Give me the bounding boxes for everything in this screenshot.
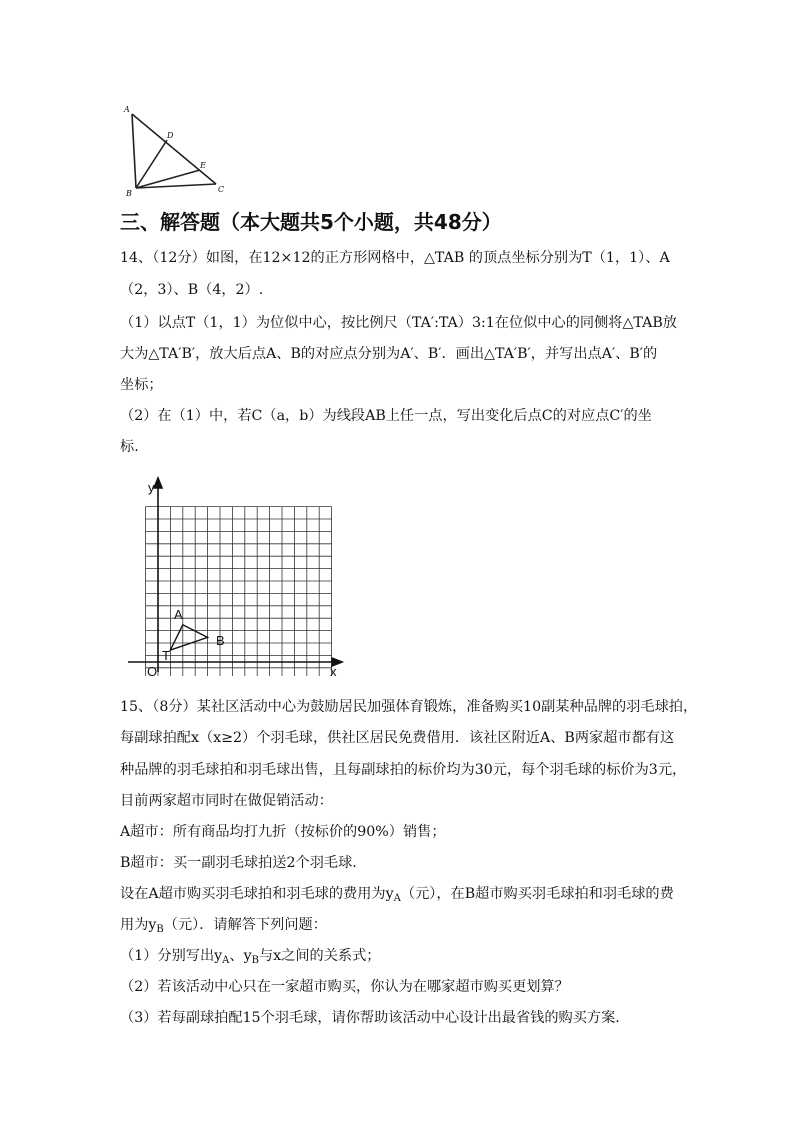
q14-line-6: （2）在（1）中，若C（a，b）为线段AB上任一点，写出变化后点C的对应点C′的坐 — [120, 408, 652, 424]
q15-line-7-a: 设在A超市购买羽毛球拍和羽毛球的费用为y — [120, 886, 394, 902]
q15-line-8-a: 用为y — [120, 917, 157, 933]
q14-line-2: （2，3）、B（4，2）. — [120, 282, 264, 298]
q15-line-9-a: （1）分别写出y — [120, 948, 223, 964]
q15-line-5: A超市：所有商品均打九折（按标价的90%）销售； — [120, 824, 446, 840]
origin-label: O — [147, 664, 158, 676]
q14-line-5: 坐标； — [120, 377, 163, 393]
q15-line-8-b: （元）．请解答下列问题： — [163, 917, 327, 933]
q15-line-8 — [120, 915, 327, 940]
q15-line-7 — [120, 884, 674, 909]
label-d: D — [167, 131, 174, 140]
q15-line-9-mid: 、y — [229, 948, 252, 964]
q15-line-3: 种品牌的羽毛球拍和羽毛球出售，且每副球拍的标价均为30元，每个羽毛球的标价为3元， — [120, 762, 687, 778]
q15-line-10: （2）若该活动中心只在一家超市购买，你认为在哪家超市购买更划算？ — [120, 979, 569, 995]
q15-line-1: 15、（8分）某社区活动中心为鼓励居民加强体育锻炼，准备购买10副某种品牌的羽毛球拍， — [120, 699, 698, 715]
label-c: C — [218, 185, 225, 194]
q14-line-3: （1）以点T（1，1）为位似中心，按比例尺（TA′:TA）3:1在位似中心的同侧将△TAB放 — [120, 315, 677, 331]
point-t-label: T — [162, 648, 170, 663]
x-axis-label: x — [330, 664, 337, 676]
q15-line-6: B超市：买一副羽毛球拍送2个羽毛球. — [120, 855, 357, 871]
q15-line-9-b: 与x之间的关系式； — [258, 948, 381, 964]
q15-line-7-b: （元），在B超市购买羽毛球拍和羽毛球的费 — [400, 886, 674, 902]
label-b: B — [126, 189, 132, 198]
grid-lines — [146, 507, 332, 676]
label-e: E — [200, 161, 206, 170]
q15-line-9-sub2: B — [251, 955, 259, 966]
q14-line-4: 大为△TA′B′，放大后点A、B的对应点分别为A′、B′．画出△TA′B′，并写出点A′、B′的 — [120, 346, 658, 362]
q15-line-4: 目前两家超市同时在做促销活动： — [120, 793, 333, 809]
section-heading: 三、解答题（本大题共5个小题，共48分） — [120, 210, 502, 234]
label-a: A — [124, 105, 130, 114]
q15-line-9-sub1: A — [222, 955, 230, 966]
q15-line-7-sub: A — [393, 893, 401, 904]
point-a-label: A — [174, 607, 183, 622]
y-axis-label: y — [148, 480, 155, 495]
q15-line-8-sub: B — [156, 924, 164, 935]
coordinate-grid-figure — [120, 476, 352, 676]
q15-line-9 — [120, 946, 380, 971]
q14-line-1: 14、（12分）如图，在12×12的正方形网格中，△TAB 的顶点坐标分别为T（1，1）、A — [120, 250, 670, 266]
segment-ab — [132, 114, 136, 188]
triangle-tab — [170, 625, 207, 650]
triangle-figure — [112, 98, 230, 198]
point-b-label: B — [216, 633, 225, 648]
q14-line-7: 标. — [120, 439, 139, 455]
q15-line-11: （3）若每副球拍配15个羽毛球，请你帮助该活动中心设计出最省钱的购买方案. — [120, 1010, 620, 1026]
y-axis-arrow-icon — [154, 478, 162, 488]
q15-line-2: 每副球拍配x（x≥2）个羽毛球，供社区居民免费借用．该社区附近A、B两家超市都有这 — [120, 730, 675, 746]
